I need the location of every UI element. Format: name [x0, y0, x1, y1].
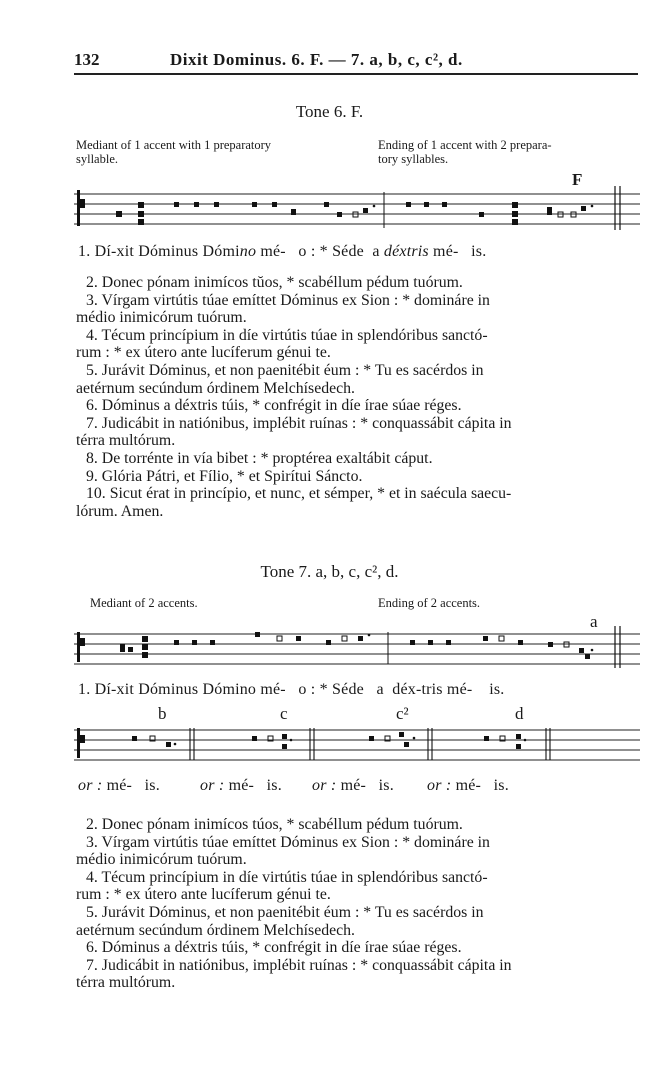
tone6-ending-label: F — [572, 170, 583, 189]
tone7-verses — [76, 816, 642, 992]
verse — [76, 415, 642, 450]
tone7-staff-alt — [74, 722, 640, 766]
verse — [76, 468, 642, 486]
verse-line: rum : * ex útero ante lucíferum génui te. — [76, 886, 331, 904]
tone6-verses — [76, 274, 642, 520]
verse-line: 5. Jurávit Dóminus, et non paenitébit éum : * Tu es sacérdos in — [86, 903, 484, 921]
tone7-label-b: b — [158, 704, 167, 723]
verse-line: 4. Técum princípium in díe virtútis túae in splendóribus sanctó- — [86, 326, 488, 344]
tone7-label-c2: c² — [396, 704, 409, 723]
verse — [76, 939, 642, 957]
tone6-title: Tone 6. F. — [295, 102, 364, 121]
page-number: 132 — [74, 50, 100, 69]
tone6-ending-desc-line2: tory syllables. — [378, 152, 449, 166]
verse-line: 5. Jurávit Dóminus, et non paenitébit éum : * Tu es sacérdos in — [86, 361, 484, 379]
tone7-ending-desc: Ending of 2 accents. — [378, 596, 481, 610]
c-clef-icon — [77, 190, 85, 226]
verse — [76, 957, 642, 992]
verse-line: 3. Vírgam virtútis túae emíttet Dóminus ex Sion : * domináre in — [86, 291, 490, 309]
tone6-ending-desc — [378, 138, 552, 166]
punctum-note-icon — [116, 211, 122, 217]
tone6-mediant-desc-line2: syllable. — [76, 152, 119, 166]
tone7-alt-underlay: or : mé- is. — [78, 777, 160, 794]
verse-line: 8. De torrénte in vía bibet : * proptérea exaltábit cáput. — [86, 449, 433, 467]
verse-line: médio inimicórum tuórum. — [76, 851, 247, 869]
verse — [76, 362, 642, 397]
verse-line: 6. Dóminus a déxtris túis, * confrégit in díe írae súae réges. — [86, 939, 462, 957]
verse — [76, 397, 642, 415]
verse-line: 2. Donec pónam inimícos túos, * scabéllum pédum tuórum. — [86, 816, 463, 833]
tone7-label-c: c — [280, 704, 288, 723]
tone6-ending-desc-line1: Ending of 1 accent with 2 prepara- — [378, 138, 552, 152]
tone6-staff — [74, 186, 640, 230]
verse-line: médio inimicórum tuórum. — [76, 309, 247, 327]
running-title: Dixit Dominus. 6. F. — 7. a, b, c, c², d. — [170, 50, 463, 69]
tone7-staff-main — [74, 626, 640, 668]
tone7-alt-underlay-3: or : mé- is. — [312, 777, 394, 794]
verse-line: 6. Dóminus a déxtris túis, * confrégit in díe írae súae réges. — [86, 397, 462, 415]
verse — [76, 816, 642, 834]
tone7-mediant-desc: Mediant of 2 accents. — [90, 596, 198, 610]
verse — [76, 904, 642, 939]
verse-line: rum : * ex útero ante lucíferum génui te. — [76, 344, 331, 362]
verse-line: lórum. Amen. — [76, 502, 164, 520]
verse-line: 9. Glória Pátri, et Fílio, * et Spirítui Sáncto. — [86, 467, 363, 485]
verse — [76, 450, 642, 468]
verse — [76, 327, 642, 362]
verse-line: aetérnum secúndum órdinem Melchísedech. — [76, 379, 355, 397]
verse — [76, 485, 642, 520]
tone7-underlay: 1. Dí-xit Dóminus Dómino mé- o : * Séde a déx-tris mé- is. — [78, 681, 505, 698]
verse-line: 2. Donec pónam inimícos tŭos, * scabéllum pédum tuórum. — [86, 274, 463, 291]
tone7-title: Tone 7. a, b, c, c², d. — [260, 562, 399, 581]
tone7-alt-underlay-2: or : mé- is. — [200, 777, 282, 794]
verse-line: térra multórum. — [76, 432, 176, 450]
tone6-mediant-desc-line1: Mediant of 1 accent with 1 preparatory — [76, 138, 272, 152]
verse-line: 4. Técum princípium in díe virtútis túae in splendóribus sanctó- — [86, 868, 488, 886]
verse — [76, 834, 642, 869]
verse-line: aetérnum secúndum órdinem Melchísedech. — [76, 921, 355, 939]
verse-line: 10. Sicut érat in princípio, et nunc, et sémper, * et in saécula saecu- — [86, 485, 512, 503]
verse-line: 7. Judicábit in natiónibus, implébit ruínas : * conquassábit cápita in — [86, 414, 512, 432]
tone7-label-d: d — [515, 704, 524, 723]
tone6-mediant-desc — [76, 138, 271, 166]
verse-line: térra multórum. — [76, 974, 176, 992]
tone7-label-a: a — [590, 612, 598, 631]
tone7-alt-underlay-4: or : mé- is. — [427, 777, 509, 794]
verse — [76, 292, 642, 327]
verse-line: 7. Judicábit in natiónibus, implébit ruínas : * conquassábit cápita in — [86, 956, 512, 974]
header-rule — [74, 73, 638, 75]
tone6-underlay: 1. Dí-xit Dóminus Dómino mé- o : * Séde a déxtris mé- is. — [78, 243, 487, 260]
verse-line: 3. Vírgam virtútis túae emíttet Dóminus ex Sion : * domináre in — [86, 833, 490, 851]
verse — [76, 274, 642, 292]
verse — [76, 869, 642, 904]
